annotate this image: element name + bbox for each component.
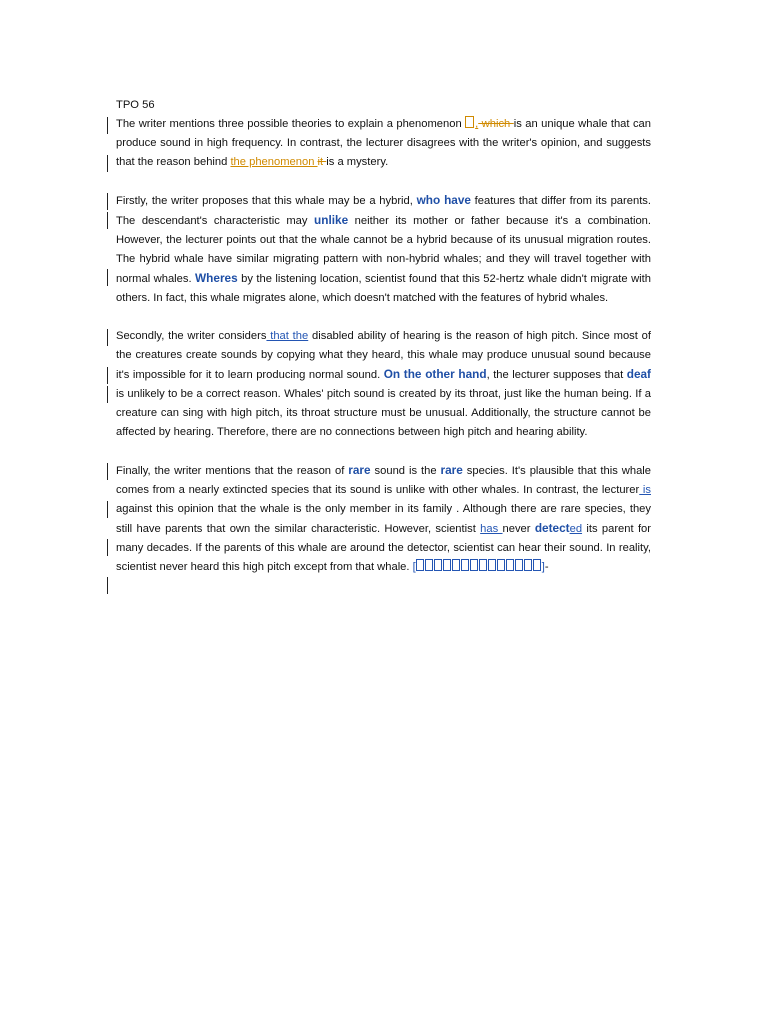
missing-glyph-icon: [515, 559, 523, 571]
missing-glyph-icon: [443, 559, 451, 571]
change-bar: [107, 155, 108, 172]
bracket-open: [: [412, 561, 416, 573]
text-run: features that differ from its parents. The descendant's characteristic may: [116, 195, 652, 227]
inserted-text: is: [639, 484, 651, 496]
inserted-bracket-group: [413, 561, 545, 573]
paragraph-intro: [116, 115, 651, 172]
inserted-text: the phenomenon: [230, 156, 318, 168]
missing-glyph-icon: [488, 559, 496, 571]
inserted-text: ed: [569, 523, 583, 535]
text-run: species. It's plausible that this whale comes from a nearly extincted species that its sound is unlike with other whales. In contrast, the lecturer: [116, 465, 652, 496]
paragraph-hearing: [116, 327, 651, 442]
inserted-text: has: [480, 523, 503, 535]
keyword-highlight: rare: [440, 463, 463, 477]
missing-glyph-icon: [425, 559, 433, 571]
change-bar: [107, 577, 108, 594]
change-bar: [107, 367, 108, 384]
missing-glyph-icon: [479, 559, 487, 571]
missing-glyph-icon: [465, 116, 474, 128]
missing-glyph-icon: [434, 559, 442, 571]
text-run: Secondly, the writer considers: [116, 330, 267, 342]
deleted-text: which: [478, 118, 514, 130]
keyword-highlight: On the other hand: [383, 367, 487, 381]
change-bar: [107, 501, 108, 518]
keyword-highlight: Wheres: [195, 271, 238, 285]
text-run: never: [502, 523, 535, 535]
text-run: , the lecturer supposes that: [486, 369, 627, 381]
deleted-text: it: [317, 156, 327, 168]
change-bar: [107, 212, 108, 229]
keyword-highlight: unlike: [314, 213, 349, 227]
change-bar: [107, 193, 108, 210]
missing-glyph-icon: [452, 559, 460, 571]
keyword-highlight: who have: [416, 193, 471, 207]
missing-glyph-icon: [461, 559, 469, 571]
inserted-text: that the: [266, 330, 309, 342]
text-run: Firstly, the writer proposes that this whale may be a hybrid,: [116, 195, 417, 207]
missing-glyph-icon: [533, 559, 541, 571]
change-bar: [107, 329, 108, 346]
keyword-highlight: rare: [348, 463, 371, 477]
missing-glyph-icon: [524, 559, 532, 571]
missing-glyph-icon: [506, 559, 514, 571]
text-run: against this opinion that the whale is the only member in its family . Although there are rare species, they still have parents that own the similar characteristic. However, scientist: [116, 503, 651, 535]
text-run: is unlikely to be a correct reason. Whales' pitch sound is created by its throat, just like the human being. If a creature can sing with high pitch, its throat structure must be unusual. Additionally, the structure cannot be affected by hearing. Therefore, there are no connections between high pitch and hearing ability.: [116, 388, 651, 438]
text-run: disabled ability of hearing is the reason of high pitch. Since most of the creatures create sounds by copying what they heard, this whale may produce unusual sound because it's impossible for it to learn producing normal sound.: [116, 330, 651, 381]
missing-glyph-icon: [416, 559, 424, 571]
change-bar: [107, 386, 108, 403]
missing-glyph-icon: [497, 559, 505, 571]
keyword-highlight: deaf: [626, 367, 651, 381]
paragraph-hybrid: [116, 191, 651, 308]
change-bar: [107, 539, 108, 556]
text-run: its parent for many decades. If the parents of this whale are around the detector, scientist can hear their sound. In reality, scientist never heard this high pitch except from that whale.: [116, 523, 651, 573]
text-run: is an unique whale that can produce sound in high frequency. In contrast, the lecturer disagrees with the writer's opinion, and suggests that the reason behind: [116, 118, 651, 168]
text-run: by the listening location, scientist found that this 52-hertz whale didn't migrate with others. In fact, this whale migrates alone, which doesn't matched with the features of hybrid whales.: [116, 273, 651, 304]
document-page: [116, 96, 651, 596]
missing-glyph-icon: [470, 559, 478, 571]
document-title: TPO 56: [116, 99, 155, 111]
keyword-highlight: detect: [534, 521, 570, 535]
text-run: The writer mentions three possible theories to explain a phenomenon: [116, 118, 466, 130]
text-run: sound is the: [370, 465, 441, 477]
paragraph-rare-species: [116, 461, 651, 577]
text-run: -: [544, 561, 549, 573]
inserted-text: ,: [475, 118, 479, 130]
change-bar: [107, 463, 108, 480]
change-bar: [107, 117, 108, 134]
text-run: Finally, the writer mentions that the reason of: [116, 465, 349, 477]
text-run: neither its mother or father because it's a combination. However, the lecturer points out that the whale cannot be a hybrid because of its unusual migration routes. The hybrid whale have similar migrating pattern with non-hybrid whales; and they will travel together with normal whales.: [116, 215, 651, 285]
change-bar: [107, 269, 108, 286]
bracket-close: ]: [541, 561, 545, 573]
text-run: is a mystery.: [326, 156, 389, 168]
